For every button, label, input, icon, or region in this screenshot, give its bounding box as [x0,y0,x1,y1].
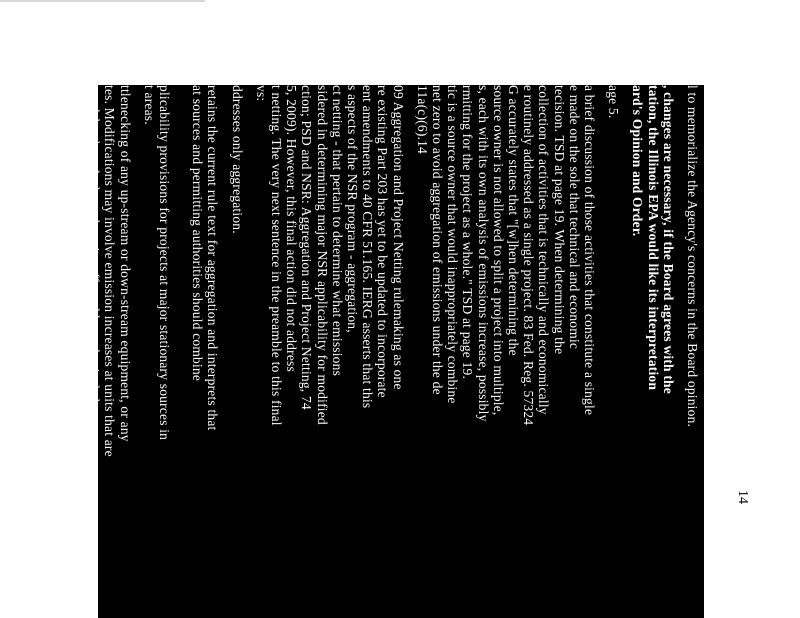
text-line: s aspects of the NSR program - aggregation, [345,85,360,333]
text-line: s, each with its own analysis of emissions increase, possibly [475,85,491,422]
text-line: e made on the sole that technical and economic [566,85,582,350]
text-line: rmitting for the project as a whole." TSD at page 19. [460,85,476,380]
text-line: sidered in determining major NSR applicability for modified [314,85,330,425]
rotated-page-content [41,85,704,618]
text-line: tecision. TSD at page 19. When determining the [551,85,567,355]
text-line: tes. Modifications may involve emission increases at units that are [102,85,118,457]
text-line: net zero to avoid aggregation of emissions under the de [430,85,445,395]
text-line: retains the current rule text for aggregation and interprets that [205,85,221,431]
text-line: 5, 2009). However, this final action did not address [284,85,300,372]
text-line: re existing Part 203 has yet to be updated to incorporate [375,85,391,398]
text-line: l to memorialize the Agency's concerns in the Board opinion. [685,85,700,428]
text-line: odified units. [41,85,57,160]
text-line: a brief discussion of those activities that constitute a single [582,85,597,416]
page-number [736,488,752,528]
text-line: , changes are necessary, if the Board agrees with the [660,85,676,394]
text-line: e routinely addressed as a single project. 83 Fed. Reg. 57324 [521,85,537,426]
text-line: an emission unit. For instance, units that are upstream or [72,85,87,403]
text-line: source owner is not allowed to split a project into multiple, [490,85,506,416]
text-line: tation, the Illinois EPA would like its interpretation [645,85,661,391]
text-line: age 5. [606,85,622,119]
text-line: t areas. [141,85,157,125]
scanned-page [41,85,704,618]
text-line: ction; PSD and NSR: Aggregation and Project Netting, 74 [299,85,315,410]
text-line: ttlenecking of any up-stream or down-stream equipment, or any [117,85,133,442]
text-line: t netting. The very next sentence in the preamble to this final [269,85,284,426]
text-line: ent amendments to 40 CFR 51.165. IERG asserts that this [360,85,376,409]
text-line: tic is a source owner that would inappropriately combine [445,85,461,404]
text-line: y physically or operationally modified may have increases in [56,85,72,427]
text-line: G accurately states that "[w]hen determining the [506,85,521,356]
text-line: ard's Opinion and Order. [630,85,646,237]
text-line: plicability provisions for projects at major stationary sources in [157,85,172,441]
top-scan-edge [0,0,205,2]
page-number-text: 14 [735,490,750,504]
text-line: vs: [253,85,269,102]
text-line: 11a(c)(6).14 [414,85,430,154]
text-line: are debottlenecked or otherwise affected by a physical change or [87,85,103,448]
text-line: at sources and permitting authorities should combine [190,85,206,382]
text-line: ddresses only aggregation. [229,85,245,234]
text-line: collection of activities that is technically and economically [536,85,552,415]
text-line: 09 Aggregation and Project Netting rulemaking as one [390,85,406,390]
text-line: ct netting - that pertain to determine what emissions [329,85,345,377]
